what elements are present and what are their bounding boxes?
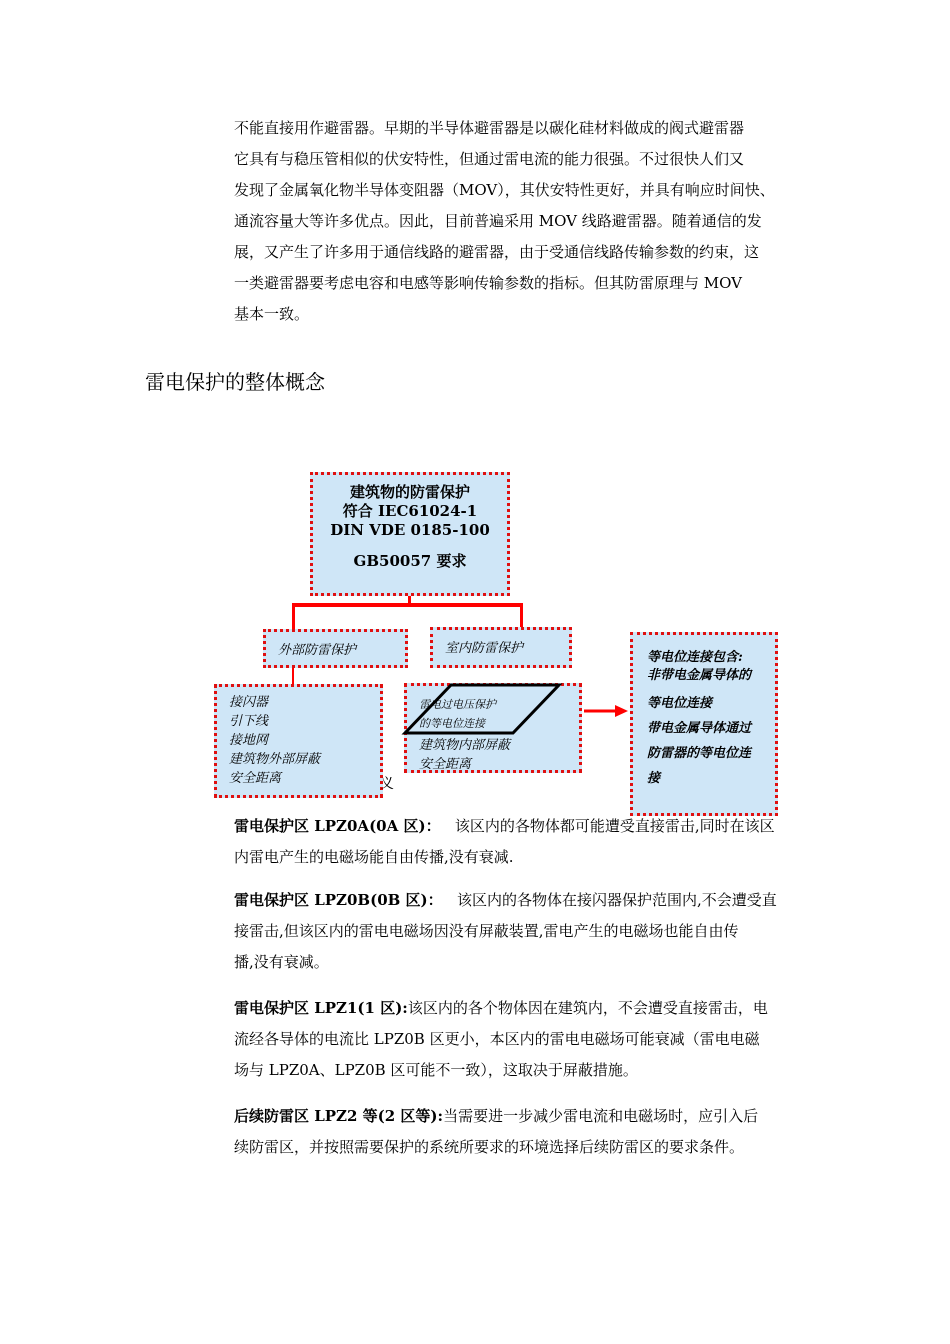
external-item: 引下线 xyxy=(229,714,269,729)
internal-item: 的等电位连接 xyxy=(419,717,485,730)
definition-term: 雷电保护区 LPZ1(1 区): xyxy=(234,999,408,1017)
parallelogram-shape xyxy=(405,685,559,733)
definition-text: 该区内的各物体都可能遭受直接雷击,同时在该区 xyxy=(440,817,775,835)
definition-term: 后续防雷区 LPZ2 等(2 区等): xyxy=(234,1107,444,1125)
external-label: 外部防雷保护 xyxy=(278,643,357,658)
definition-term: 雷电保护区 LPZ0A(0A 区)： xyxy=(234,817,441,835)
definition-text: 该区内的各物体在接闪器保护范围内,不会遭受直 xyxy=(442,891,777,909)
stray-character: 义 xyxy=(380,776,394,792)
external-item: 接地网 xyxy=(229,733,269,748)
top-box-line: 建筑物的防雷保护 xyxy=(349,483,470,501)
equipotential-box xyxy=(630,632,778,816)
intro-line: 基本一致。 xyxy=(234,305,310,323)
equipotential-line: 带电金属导体通过 xyxy=(647,721,752,736)
intro-line: 展，又产生了许多用于通信线路的避雷器，由于受通信线路传输参数的约束，这 xyxy=(234,243,760,261)
definition-term: 雷电保护区 LPZ0B(0B 区)： xyxy=(234,891,443,909)
intro-line: 发现了金属氧化物半导体变阻器（MOV），其伏安特性更好，并具有响应时间快、 xyxy=(234,181,775,199)
top-box-line: DIN VDE 0185-100 xyxy=(330,521,490,539)
equipotential-title: 等电位连接包含: 非带电金属导体的 xyxy=(647,649,769,685)
definition-text: 续防雷区，并按照需要保护的系统所要求的环境选择后续防雷区的要求条件。 xyxy=(234,1138,745,1156)
intro-line: 一类避雷器要考虑电容和电感等影响传输参数的指标。但其防雷原理与 MOV xyxy=(234,274,742,292)
top-box-line: GB50057 要求 xyxy=(353,552,467,570)
internal-label: 室内防雷保护 xyxy=(445,641,524,656)
definition-text: 场与 LPZ0A、LPZ0B 区可能不一致），这取决于屏蔽措施。 xyxy=(234,1061,638,1079)
definition-lpz0a xyxy=(234,811,810,873)
definition-text: 接雷击,但该区内的雷电电磁场因没有屏蔽装置,雷电产生的电磁场也能自由传 xyxy=(234,922,739,940)
definition-text: 播,没有衰减。 xyxy=(234,953,329,971)
equipotential-line: 非带电金属导体的 xyxy=(647,668,752,683)
definition-text: 内雷电产生的电磁场能自由传播,没有衰减. xyxy=(234,848,514,866)
top-box-line: 符合 IEC61024-1 xyxy=(342,502,478,520)
internal-item: 建筑物内部屏蔽 xyxy=(419,738,511,753)
section-heading: 雷电保护的整体概念 xyxy=(145,370,325,394)
internal-item: 安全距离 xyxy=(419,757,472,772)
definition-text: 当需要进一步减少雷电流和电磁场时，应引入后 xyxy=(443,1107,759,1125)
intro-line: 它具有与稳压管相似的伏安特性，但通过雷电流的能力很强。不过很快人们又 xyxy=(234,150,745,168)
definition-lpz2 xyxy=(234,1101,810,1163)
intro-line: 不能直接用作避雷器。早期的半导体避雷器是以碳化硅材料做成的阀式避雷器 xyxy=(234,119,745,137)
definition-lpz0b xyxy=(234,885,810,978)
internal-item: 雷电过电压保护 xyxy=(419,698,496,711)
external-item: 建筑物外部屏蔽 xyxy=(229,752,321,767)
external-item: 接闪器 xyxy=(229,695,269,710)
equipotential-line: 等电位连接 xyxy=(647,696,713,711)
intro-line: 通流容量大等许多优点。因此，目前普遍采用 MOV 线路避雷器。随着通信的发 xyxy=(234,212,762,230)
definition-text: 该区内的各个物体因在建筑内，不会遭受直接雷击，电 xyxy=(407,999,768,1017)
equipotential-line: 接 xyxy=(647,771,661,786)
definition-text: 流经各导体的电流比 LPZ0B 区更小，本区内的雷电电磁场可能衰减（雷电电磁 xyxy=(234,1030,760,1048)
equipotential-line: 防雷器的等电位连 xyxy=(647,746,752,761)
external-item: 安全距离 xyxy=(229,771,282,786)
definition-lpz1 xyxy=(234,993,810,1086)
arrow-head-icon xyxy=(615,705,628,717)
